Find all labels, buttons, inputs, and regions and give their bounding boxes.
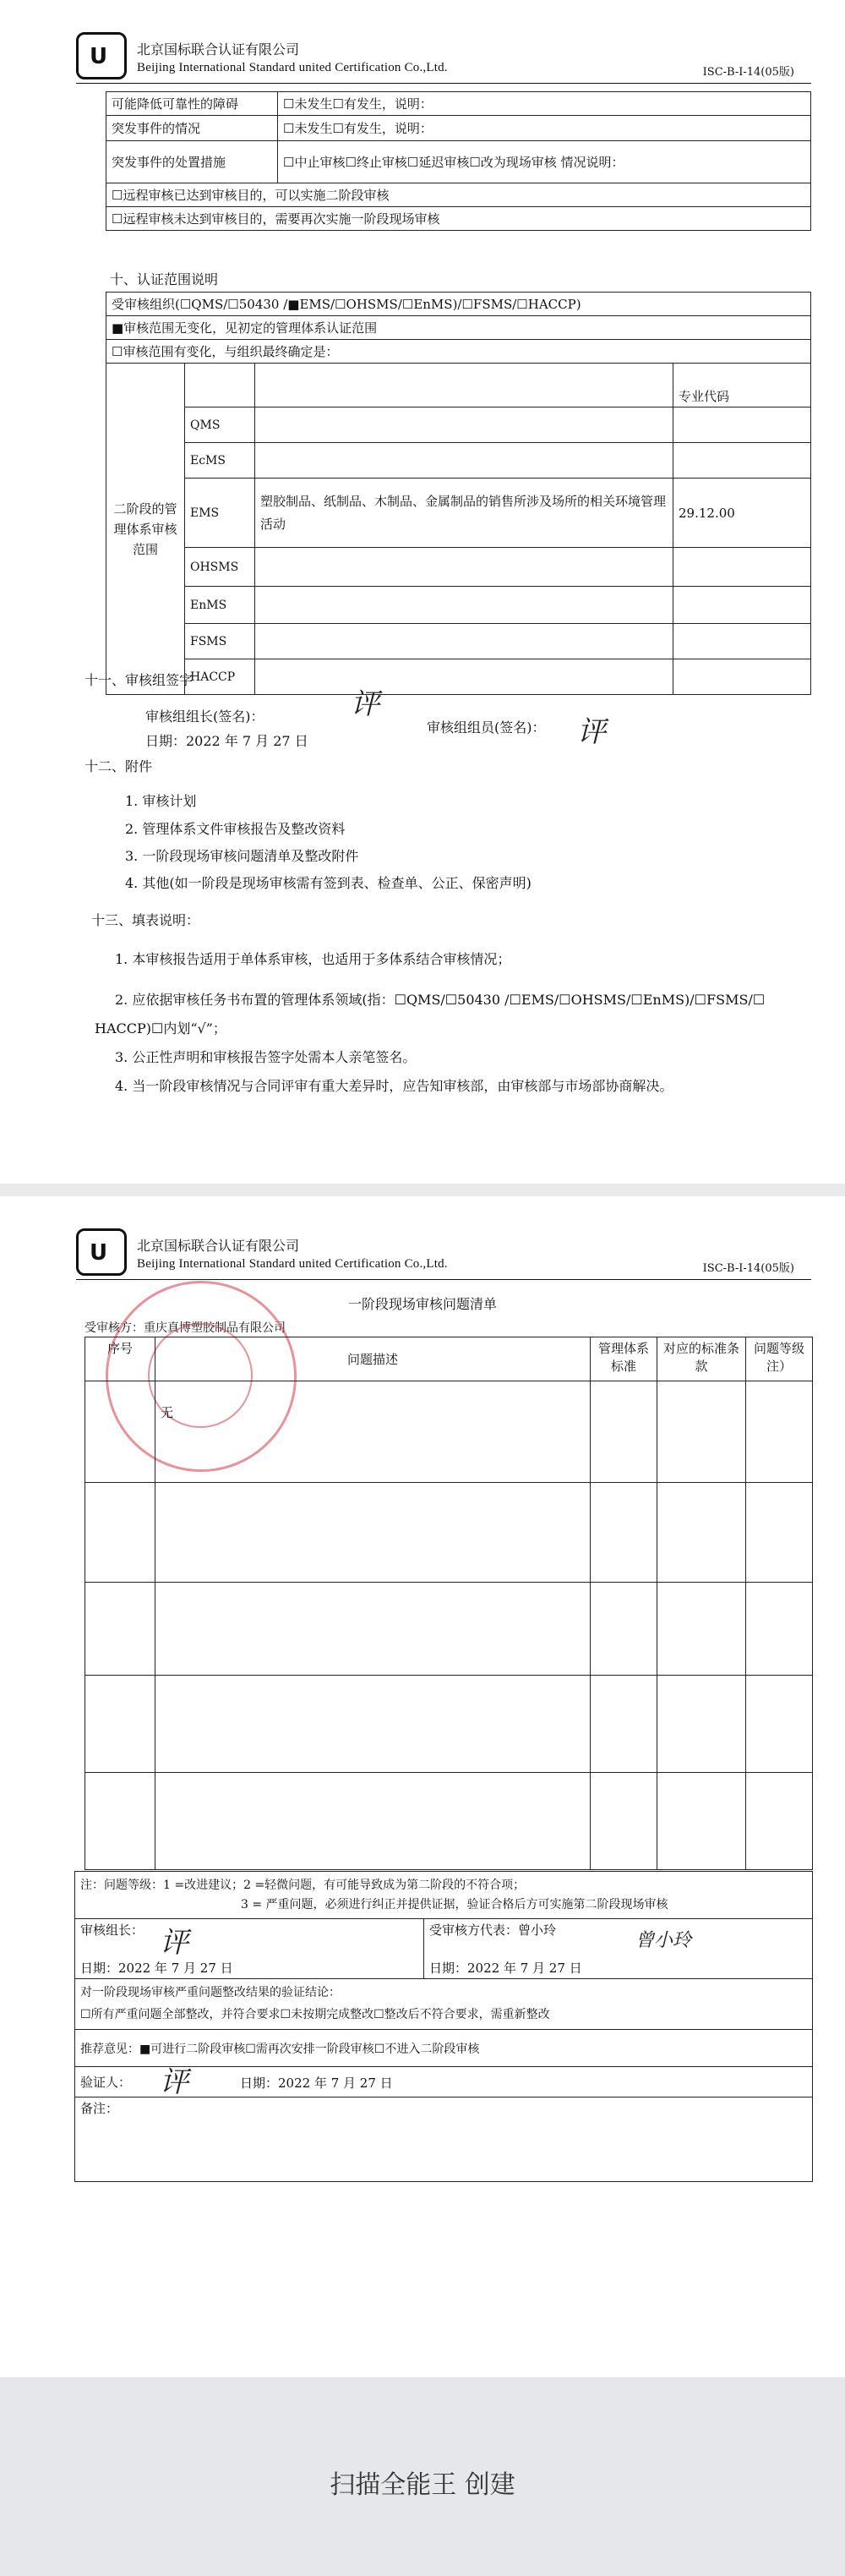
scope-nochange: ■审核范围无变化，见初定的管理体系认证范围	[106, 316, 811, 340]
section-10-title: 十、认证范围说明	[110, 271, 219, 287]
system-name: EnMS	[185, 587, 255, 624]
remarks: 备注：	[75, 2097, 813, 2182]
col-header: 问题描述	[155, 1337, 591, 1381]
leader-signature: 评	[351, 687, 379, 721]
attachment-item: 4. 其他(如一阶段是现场审核需有签到表、检查单、公正、保密声明)	[125, 875, 532, 891]
system-name: EcMS	[185, 443, 255, 479]
attachment-item: 1. 审核计划	[125, 793, 197, 809]
issue-table	[84, 1337, 813, 1870]
system-name: QMS	[185, 407, 255, 443]
exceptions-table: 可能降低可靠性的障碍 ☐未发生☐有发生，说明： 突发事件的情况 ☐未发生☐有发生，说明： 突发事件的处置措施 ☐中止审核☐终止审核☐延迟审核☐改为现场审核 情况说明： ☐远程审核已达到审核目的，可以实施二阶段审核 ☐远程审核未达到审核目的，需要再次实施一阶段现场审核	[106, 91, 811, 231]
scope-left-label: 二阶段的管理体系审核范围	[106, 364, 185, 695]
company-name-en: Beijing International Standard united Certification Co.,Ltd.	[137, 61, 448, 74]
sign-date: 日期：2022 年 7 月 27 日	[145, 733, 308, 749]
table-row	[85, 1483, 813, 1583]
recommendation: 推荐意见：■可进行二阶段审核☐需再次安排一阶段审核☐不进入二阶段审核	[75, 2030, 813, 2067]
code-header: 专业代码	[673, 364, 811, 407]
note-item: 4. 当一阶段审核情况与合同评审有重大差异时，应告知审核部，由审核部与市场部协商解决。	[115, 1078, 673, 1094]
note-item: HACCP)☐内划“√”；	[95, 1020, 226, 1036]
attachment-item: 3. 一阶段现场审核问题清单及整改附件	[125, 848, 359, 864]
remote-not-ok: ☐远程审核未达到审核目的，需要再次实施一阶段现场审核	[106, 207, 811, 231]
leader-label: 审核组长：	[80, 1922, 144, 1938]
col-header: 管理体系标准	[591, 1337, 657, 1381]
verifier-label: 验证人：	[80, 2075, 132, 2090]
leader-signature: 评	[160, 1926, 188, 1960]
doc-code: ISC-B-I-14(05版)	[702, 1262, 794, 1275]
ems-scope: 塑胶制品、纸制品、木制品、金属制品的销售所涉及场所的相关环境管理活动	[255, 479, 673, 548]
rep-label: 受审核方代表：曾小玲	[429, 1922, 557, 1938]
scope-table	[106, 292, 811, 695]
leader-date: 日期：2022 年 7 月 27 日	[80, 1961, 233, 1976]
level-note-a: 注：问题等级：1 =改进建议；2 =轻微问题，有可能导致成为第二阶段的不符合项；	[80, 1879, 526, 1893]
col-header: 对应的标准条款	[657, 1337, 746, 1381]
list-title: 一阶段现场审核问题清单	[347, 1296, 497, 1312]
report-page-1	[0, 0, 845, 1184]
col-header: 问题等级注）	[746, 1337, 813, 1381]
issue-desc: 无	[155, 1381, 591, 1483]
page-header	[76, 1228, 811, 1283]
member-signature: 评	[577, 715, 606, 749]
system-name: HACCP	[185, 659, 255, 695]
note-item: 3. 公正性声明和审核报告签字处需本人亲笔签名。	[115, 1049, 417, 1065]
company-logo: U	[76, 1228, 127, 1276]
company-name-cn: 北京国标联合认证有限公司	[137, 41, 300, 57]
verify-title: 对一阶段现场审核严重问题整改结果的验证结论：	[80, 1986, 341, 2000]
leader-sign-label: 审核组组长(签名)：	[145, 708, 264, 725]
table-row	[85, 1773, 813, 1870]
scanner-footer	[0, 2377, 845, 2576]
scope-org: 受审核组织(☐QMS/☐50430 /■EMS/☐OHSMS/☐EnMS)/☐FSMS/☐HACCP)	[106, 293, 811, 316]
company-name-en: Beijing International Standard united Certification Co.,Ltd.	[137, 1257, 448, 1271]
system-name: FSMS	[185, 624, 255, 659]
member-sign-label: 审核组组员(签名)：	[427, 719, 546, 736]
header-rule	[76, 83, 811, 84]
rep-date: 日期：2022 年 7 月 27 日	[429, 1961, 582, 1976]
company-logo: U	[76, 32, 127, 79]
system-name: EMS	[185, 479, 255, 548]
note-item: 2. 应依据审核任务书布置的管理体系领域(指：☐QMS/☐50430 /☐EMS/☐OHSMS/☐EnMS)/☐FSMS/☐	[115, 992, 766, 1008]
report-page-2	[0, 1196, 845, 2377]
verifier-date: 日期：2022 年 7 月 27 日	[240, 2076, 393, 2091]
section-11-title: 十一、审核组签字	[84, 672, 194, 688]
rep-signature: 曾小玲	[635, 1930, 692, 1951]
level-note-b: 3 = 严重问题，必须进行纠正并提供证据，验证合格后方可实施第二阶段现场审核	[241, 1897, 668, 1911]
table-row	[85, 1676, 813, 1773]
system-name: OHSMS	[185, 548, 255, 587]
auditee: 受审核方：重庆真博塑胶制品有限公司	[84, 1321, 286, 1335]
verify-text: ☐所有严重问题全部整改，并符合要求☐未按期完成整改☐整改后不符合要求，需重新整改	[80, 2007, 550, 2021]
company-name-cn: 北京国标联合认证有限公司	[137, 1238, 300, 1254]
scope-change: ☐审核范围有变化，与组织最终确定是：	[106, 340, 811, 364]
ems-code: 29.12.00	[673, 479, 811, 548]
table-row	[85, 1381, 813, 1483]
section-12-title: 十二、附件	[84, 758, 153, 774]
note-item: 1. 本审核报告适用于单体系审核，也适用于多体系结合审核情况；	[115, 951, 511, 967]
verifier-signature: 评	[160, 2065, 188, 2099]
table-row	[85, 1583, 813, 1676]
scanner-watermark: 扫描全能王 创建	[330, 2470, 515, 2500]
signoff-table	[74, 1871, 813, 2182]
attachment-item: 2. 管理体系文件审核报告及整改资料	[125, 821, 346, 837]
doc-code: ISC-B-I-14(05版)	[702, 66, 794, 79]
section-13-title: 十三、填表说明：	[91, 912, 200, 928]
col-header: 序号	[85, 1337, 155, 1381]
header-rule	[76, 1279, 811, 1280]
remote-ok: ☐远程审核已达到审核目的，可以实施二阶段审核	[106, 183, 811, 207]
page-header	[76, 32, 811, 86]
